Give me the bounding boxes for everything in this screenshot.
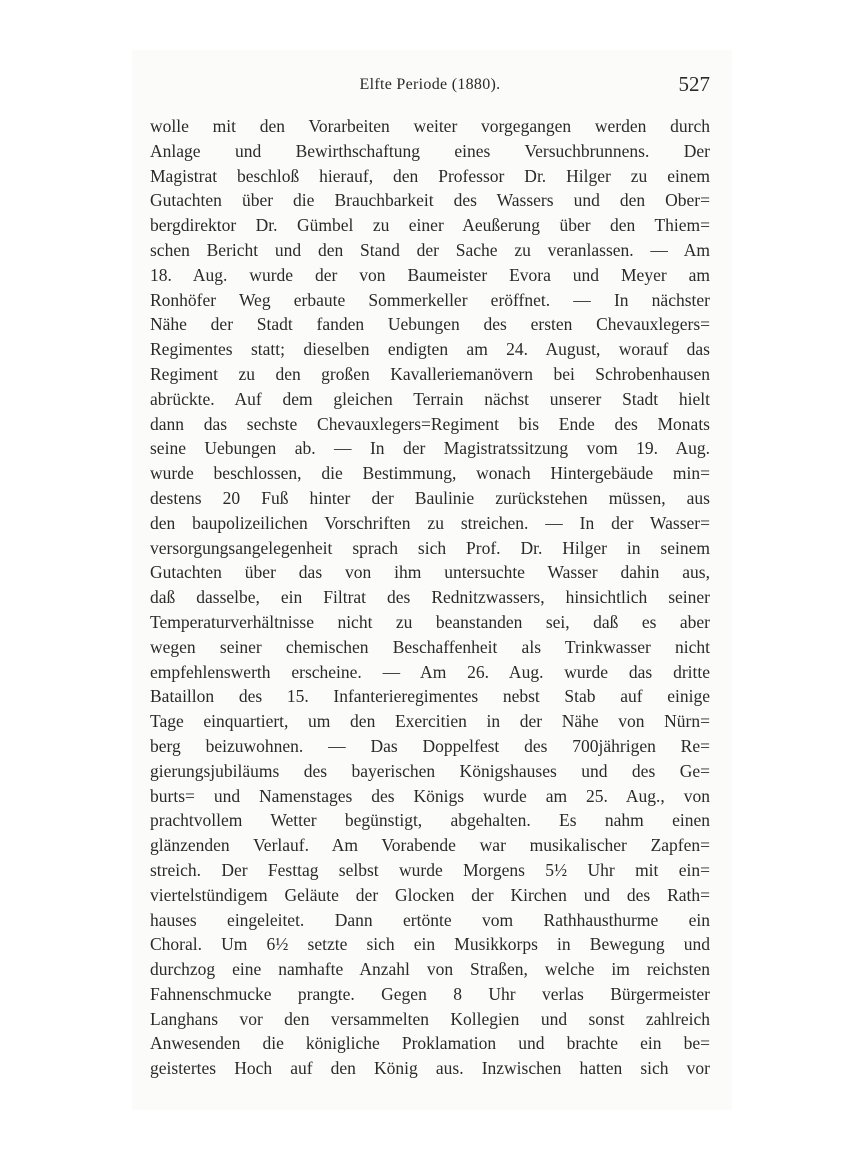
text-line: dann das sechste Chevauxlegers=Regiment bis Ende des Monats [150, 413, 710, 434]
text-line: Choral. Um 6½ setzte sich ein Musikkorps in Bewegung und [150, 934, 710, 955]
text-line: gierungsjubiläums des bayerischen Königshauses und des Ge= [150, 760, 710, 781]
text-line: Tage einquartiert, um den Exercitien in der Nähe von Nürn= [150, 711, 710, 732]
page-number: 527 [678, 72, 710, 96]
text-line: burts= und Namenstages des Königs wurde am 25. Aug., von [150, 785, 710, 806]
text-line: prachtvollem Wetter begünstigt, abgehalten. Es nahm einen [150, 810, 710, 831]
text-line: viertelstündigem Geläute der Glocken der Kirchen und des Rath= [150, 884, 710, 905]
text-line: Ronhöfer Weg erbaute Sommerkeller eröffnet. — In nächster [150, 289, 710, 310]
text-line: Anlage und Bewirthschaftung eines Versuchbrunnens. Der [150, 140, 710, 161]
page-header [150, 72, 710, 100]
text-line: Nähe der Stadt fanden Uebungen des ersten Chevauxlegers= [150, 314, 710, 335]
text-line: Magistrat beschloß hierauf, den Professor Dr. Hilger zu einem [150, 165, 710, 186]
text-line: seine Uebungen ab. — In der Magistratssitzung vom 19. Aug. [150, 438, 710, 459]
text-line: Anwesenden die königliche Proklamation und brachte ein be= [150, 1033, 710, 1054]
text-line: daß dasselbe, ein Filtrat des Rednitzwassers, hinsichtlich seiner [150, 587, 710, 608]
text-line: Langhans vor den versammelten Kollegien und sonst zahlreich [150, 1008, 710, 1029]
text-line: geistertes Hoch auf den König aus. Inzwischen hatten sich vor [150, 1058, 710, 1079]
text-line: bergdirektor Dr. Gümbel zu einer Aeußerung über den Thiem= [150, 215, 710, 236]
text-line: den baupolizeilichen Vorschriften zu streichen. — In der Wasser= [150, 512, 710, 533]
text-line: Gutachten über das von ihm untersuchte Wasser dahin aus, [150, 562, 710, 583]
text-line: streich. Der Festtag selbst wurde Morgens 5½ Uhr mit ein= [150, 859, 710, 880]
text-line: Temperaturverhältnisse nicht zu beanstanden sei, daß es aber [150, 611, 710, 632]
text-line: Regimentes statt; dieselben endigten am 24. August, worauf das [150, 339, 710, 360]
running-title: Elfte Periode (1880). [359, 76, 501, 93]
text-line: destens 20 Fuß hinter der Baulinie zurückstehen müssen, aus [150, 487, 710, 508]
text-line: durchzog eine namhafte Anzahl von Straßen, welche im reichsten [150, 959, 710, 980]
text-line: glänzenden Verlauf. Am Vorabende war musikalischer Zapfen= [150, 835, 710, 856]
text-line: wegen seiner chemischen Beschaffenheit als Trinkwasser nicht [150, 636, 710, 657]
text-line: wurde beschlossen, die Bestimmung, wonach Hintergebäude min= [150, 463, 710, 484]
text-line: empfehlenswerth erscheine. — Am 26. Aug. wurde das dritte [150, 661, 710, 682]
text-line: Fahnenschmucke prangte. Gegen 8 Uhr verlas Bürgermeister [150, 983, 710, 1004]
text-line: abrückte. Auf dem gleichen Terrain nächst unserer Stadt hielt [150, 388, 710, 409]
text-line: Regiment zu den großen Kavalleriemanövern bei Schrobenhausen [150, 363, 710, 384]
text-line: berg beizuwohnen. — Das Doppelfest des 700jährigen Re= [150, 735, 710, 756]
text-line: Gutachten über die Brauchbarkeit des Wassers und den Ober= [150, 190, 710, 211]
text-line: Bataillon des 15. Infanterieregimentes nebst Stab auf einige [150, 686, 710, 707]
body-text [150, 114, 710, 1081]
text-line: hauses eingeleitet. Dann ertönte vom Rathhausthurme ein [150, 909, 710, 930]
text-line: schen Bericht und den Stand der Sache zu veranlassen. — Am [150, 239, 710, 260]
text-line: versorgungsangelegenheit sprach sich Prof. Dr. Hilger in seinem [150, 537, 710, 558]
text-line: 18. Aug. wurde der von Baumeister Evora und Meyer am [150, 264, 710, 285]
text-line: wolle mit den Vorarbeiten weiter vorgegangen werden durch [150, 116, 710, 136]
